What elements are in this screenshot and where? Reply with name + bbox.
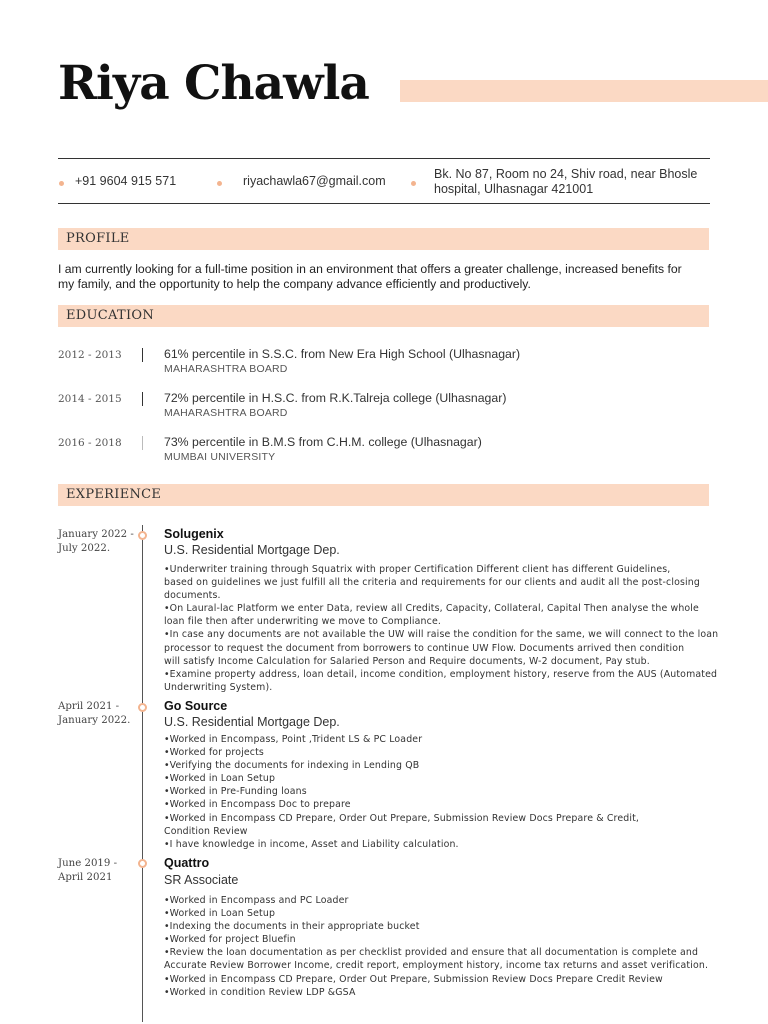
- education-board: MAHARASHTRA BOARD: [164, 407, 288, 419]
- job-bullet: processor to request the document from borrowers to continue UW Flow. Documents arrived then condition: [164, 642, 685, 654]
- address-line-1: Bk. No 87, Room no 24, Shiv road, near Bhosle: [434, 167, 698, 181]
- job-bullet: •In case any documents are not available the UW will raise the condition for the same, we will connect to the loan: [164, 629, 719, 641]
- job-bullet: will satisfy Income Calculation for Salaried Person and Require documents, W-2 document, Pay stub.: [164, 655, 650, 667]
- education-entry: [58, 391, 708, 427]
- job-date-start: April 2021 -: [58, 701, 120, 712]
- timeline-dot-icon: [138, 859, 147, 868]
- job-bullet: loan file then after underwriting we move to Compliance.: [164, 616, 442, 628]
- job-date-start: January 2022 -: [58, 529, 134, 540]
- contact-bottom-rule: [58, 203, 710, 204]
- job-bullet-list: [164, 894, 724, 999]
- education-entry: [58, 435, 708, 471]
- job-bullet: •Underwriter training through Squatrix with proper Certification Different client has different Guidelines,: [164, 564, 671, 575]
- experience-section-title: EXPERIENCE: [66, 487, 162, 502]
- email-bullet-icon: [217, 181, 222, 186]
- job-bullet: •Worked in Encompass Doc to prepare: [164, 799, 351, 811]
- education-divider: [142, 436, 143, 450]
- resume-name: Riya Chawla: [58, 56, 369, 111]
- contact-top-rule: [58, 158, 710, 159]
- education-divider: [142, 392, 143, 406]
- education-section-title: EDUCATION: [66, 308, 155, 323]
- phone-bullet-icon: [59, 181, 64, 186]
- job-company: Quattro: [164, 856, 210, 870]
- job-bullet: •Indexing the documents in their appropriate bucket: [164, 921, 420, 933]
- contact-phone: +91 9604 915 571: [75, 174, 177, 188]
- job-bullet-list: [164, 563, 724, 694]
- contact-email: riyachawla67@gmail.com: [243, 174, 386, 188]
- job-date-end: July 2022.: [58, 543, 111, 554]
- education-board: MUMBAI UNIVERSITY: [164, 451, 276, 463]
- education-board: MAHARASHTRA BOARD: [164, 363, 288, 375]
- education-section-header: [58, 305, 709, 327]
- job-bullet: documents.: [164, 590, 221, 602]
- job-bullet: •Verifying the documents for indexing in Lending QB: [164, 760, 420, 772]
- job-role: SR Associate: [164, 873, 239, 887]
- education-years: 2016 - 2018: [58, 437, 122, 449]
- job-dates: [58, 528, 138, 556]
- header-accent-bar: [400, 80, 768, 102]
- job-bullet: •Worked for project Bluefin: [164, 934, 296, 946]
- contact-address: [434, 167, 714, 197]
- timeline-dot-icon: [138, 531, 147, 540]
- education-years: 2012 - 2013: [58, 349, 122, 361]
- experience-section-header: [58, 484, 709, 506]
- education-entry: [58, 347, 708, 383]
- profile-line: I am currently looking for a full-time position in an environment that offers a greater challenge, increased benefits for: [58, 262, 682, 276]
- profile-summary: [58, 262, 708, 291]
- profile-line: my family, and the opportunity to help the company advance efficiently and productively.: [58, 276, 531, 291]
- job-bullet: •Worked in Loan Setup: [164, 908, 276, 920]
- job-bullet: •I have knowledge in income, Asset and Liability calculation.: [164, 838, 459, 850]
- job-bullet: •Review the loan documentation as per checklist provided and ensure that all documentation is complete and: [164, 947, 699, 959]
- job-bullet: •On Laural-lac Platform we enter Data, review all Credits, Capacity, Collateral, Capital Then analyse the whole: [164, 603, 699, 615]
- experience-timeline: [142, 525, 143, 1022]
- job-company: Go Source: [164, 699, 228, 713]
- job-bullet-list: [164, 733, 724, 851]
- education-title: 61% percentile in S.S.C. from New Era High School (Ulhasnagar): [164, 347, 521, 361]
- job-bullet: •Worked for projects: [164, 747, 264, 759]
- profile-section-title: PROFILE: [66, 231, 130, 246]
- job-bullet: •Examine property address, loan detail, income condition, employment history, reserve from the AUS (Automated: [164, 668, 718, 680]
- job-date-end: January 2022.: [58, 715, 131, 726]
- job-bullet: based on guidelines we just fulfill all the criteria and requirements for our clients and audit all the post-closing: [164, 577, 700, 589]
- job-dates: [58, 857, 138, 885]
- job-date-end: April 2021: [58, 872, 113, 883]
- job-bullet: •Worked in Encompass CD Prepare, Order Out Prepare, Submission Review Docs Prepare & Credit,: [164, 812, 640, 824]
- address-bullet-icon: [411, 181, 416, 186]
- job-bullet: •Worked in Encompass CD Prepare, Order Out Prepare, Submission Review Docs Prepare Credit Review: [164, 973, 663, 985]
- job-company: Solugenix: [164, 527, 224, 541]
- address-line-2: hospital, Ulhasnagar 421001: [434, 182, 594, 196]
- profile-section-header: [58, 228, 709, 250]
- job-bullet: •Worked in Loan Setup: [164, 773, 276, 785]
- job-role: U.S. Residential Mortgage Dep.: [164, 715, 340, 729]
- job-bullet: •Worked in Encompass and PC Loader: [164, 895, 349, 906]
- education-title: 73% percentile in B.M.S from C.H.M. college (Ulhasnagar): [164, 435, 482, 449]
- job-bullet: •Worked in Encompass, Point ,Trident LS & PC Loader: [164, 734, 423, 745]
- job-bullet: •Worked in condition Review LDP &GSA: [164, 986, 356, 998]
- job-date-start: June 2019 -: [58, 858, 118, 869]
- education-years: 2014 - 2015: [58, 393, 122, 405]
- timeline-dot-icon: [138, 703, 147, 712]
- job-role: U.S. Residential Mortgage Dep.: [164, 543, 340, 557]
- job-bullet: Accurate Review Borrower Income, credit report, employment history, income tax returns and asset verification.: [164, 960, 709, 972]
- job-bullet: Underwriting System).: [164, 681, 273, 693]
- job-dates: [58, 700, 138, 728]
- education-title: 72% percentile in H.S.C. from R.K.Talreja college (Ulhasnagar): [164, 391, 507, 405]
- job-bullet: Condition Review: [164, 825, 248, 837]
- job-bullet: •Worked in Pre-Funding loans: [164, 786, 307, 798]
- education-divider: [142, 348, 143, 362]
